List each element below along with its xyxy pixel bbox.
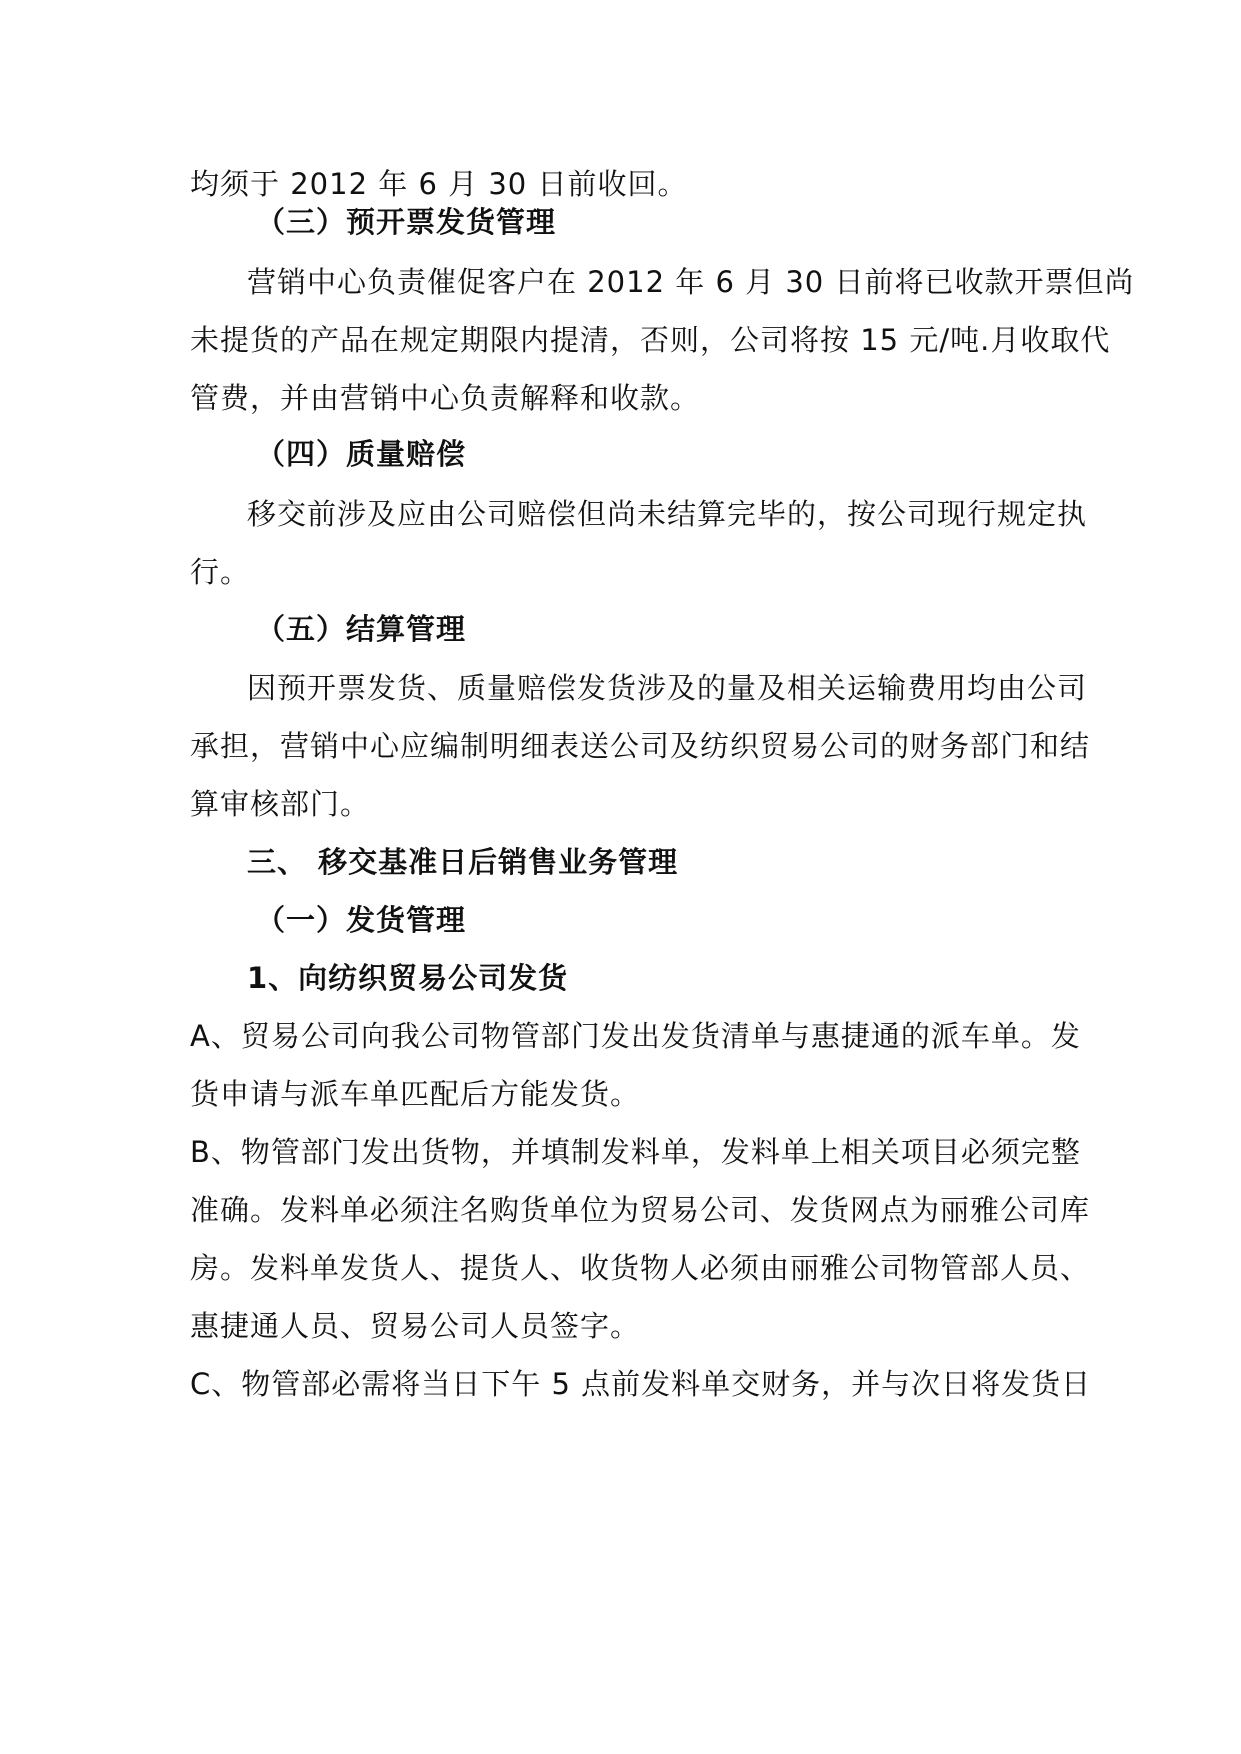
paragraph-line: 营销中心负责催促客户在 2012 年 6 月 30 日前将已收款开票但尚 <box>247 265 1135 299</box>
paragraph-line: 移交前涉及应由公司赔偿但尚未结算完毕的，按公司现行规定执 <box>247 497 1088 531</box>
chapter-heading: 三、 移交基准日后销售业务管理 <box>247 845 679 879</box>
paragraph-line: B、物管部门发出货物，并填制发料单，发料单上相关项目必须完整 <box>190 1135 1081 1169</box>
paragraph-line: 行。 <box>190 555 251 589</box>
paragraph-line: 惠捷通人员、贸易公司人员签字。 <box>190 1309 641 1343</box>
paragraph-line: A、贸易公司向我公司物管部门发出发货清单与惠捷通的派车单。发 <box>190 1019 1081 1053</box>
paragraph-line: 因预开票发货、质量赔偿发货涉及的量及相关运输费用均由公司 <box>247 671 1088 705</box>
paragraph-line: 承担，营销中心应编制明细表送公司及纺织贸易公司的财务部门和结 <box>190 729 1091 763</box>
paragraph-line: 均须于 2012 年 6 月 30 日前收回。 <box>190 167 688 201</box>
section-heading: （三）预开票发货管理 <box>256 205 557 239</box>
paragraph-line: 准确。发料单必须注名购货单位为贸易公司、发货网点为丽雅公司库 <box>190 1193 1091 1227</box>
section-heading: （四）质量赔偿 <box>256 437 467 471</box>
paragraph-line: C、物管部必需将当日下午 5 点前发料单交财务，并与次日将发货日 <box>190 1367 1092 1401</box>
subsection-heading: 1、向纺织贸易公司发货 <box>247 961 569 995</box>
section-heading: （一）发货管理 <box>256 903 467 937</box>
paragraph-line: 管费，并由营销中心负责解释和收款。 <box>190 381 701 415</box>
section-heading: （五）结算管理 <box>256 612 467 646</box>
paragraph-line: 货申请与派车单匹配后方能发货。 <box>190 1077 641 1111</box>
paragraph-line: 算审核部门。 <box>190 787 371 821</box>
paragraph-line: 未提货的产品在规定期限内提清，否则，公司将按 15 元/吨.月收取代 <box>190 323 1111 357</box>
paragraph-line: 房。发料单发货人、提货人、收货物人必须由丽雅公司物管部人员、 <box>190 1251 1091 1285</box>
